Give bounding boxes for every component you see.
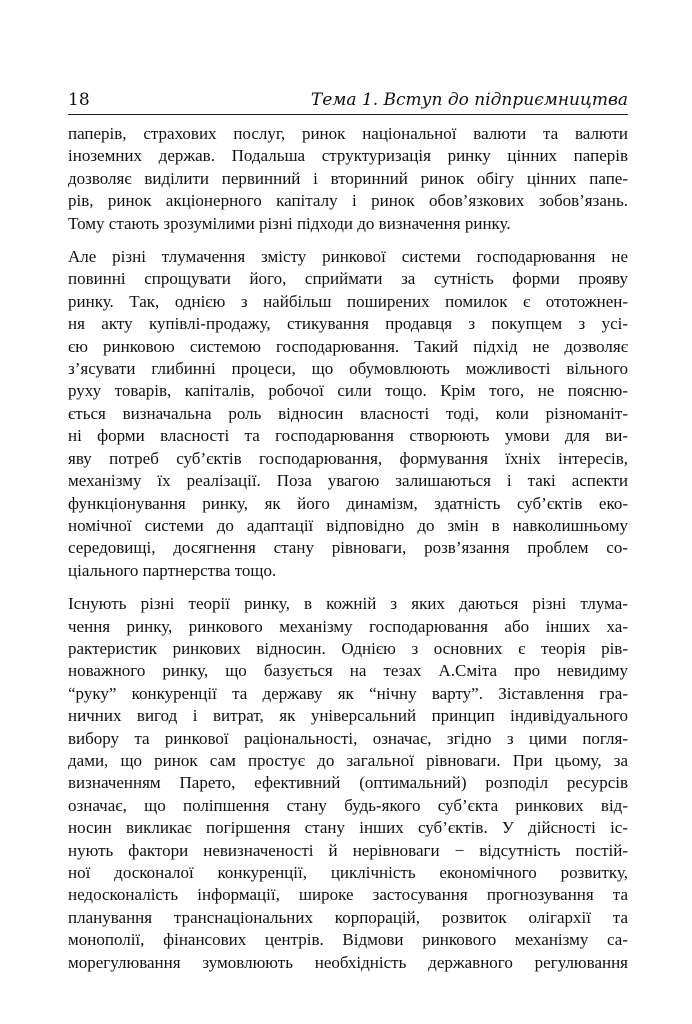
text-line: дозволяє виділити первинний і вторинний ринок обігу цінних папе- — [68, 168, 628, 188]
text-line: яву потреб суб’єктів господарювання, формування їхніх інтересів, — [68, 448, 628, 468]
text-line: визначенням Парето, ефективний (оптимальний) розподіл ресурсів — [68, 773, 628, 793]
text-line: іноземних держав. Подальша структуризація ринку цінних паперів — [68, 146, 628, 166]
text-line: механізму їх реалізації. Поза увагою залишаються і такі аспекти — [68, 471, 628, 491]
text-line: середовищі, досягнення стану рівноваги, розв’язання проблем со- — [68, 538, 628, 558]
text-line: недосконалість інформації, широке застосування прогнозування та — [68, 885, 628, 905]
text-line: монополії, фінансових центрів. Відмови ринкового механізму са- — [68, 930, 628, 950]
text-line: ринку. Так, однією з найбільш поширених помилок є ототожнен- — [68, 291, 628, 311]
paragraph — [68, 246, 628, 582]
book-page — [68, 86, 628, 985]
text-line: ної досконалої конкуренції, циклічність економічного розвитку, — [68, 863, 628, 882]
text-line: рактеристик ринкових відносин. Однією з основних є теорія рів- — [68, 638, 628, 658]
text-line: дами, що ринок сам простує до загальної рівноваги. При цьому, за — [68, 750, 628, 770]
text-line: ні форми власності та господарювання створюють умови для ви- — [68, 426, 628, 446]
text-line: нують фактори невизначеності й нерівноваги − відсутність постій- — [68, 840, 628, 860]
text-line: ється визначальна роль відносин власності тоді, коли різноманіт- — [68, 403, 628, 423]
text-line: єю ринковою системою господарювання. Такий підхід не дозволяє — [68, 336, 628, 356]
text-line: новажного ринку, що базується на тезах А.Сміта про невидиму — [68, 661, 628, 681]
text-line: функціонування ринку, як його динамізм, здатність суб’єктів еко- — [68, 493, 628, 513]
text-line: Існують різні теорії ринку, в кожній з яких даються різні тлума- — [68, 594, 628, 614]
text-line: паперів, страхових послуг, ринок національної валюти та валюти — [68, 124, 628, 143]
text-line: “руку” конкуренції та державу як “нічну варту”. Зіставлення гра- — [68, 683, 628, 703]
text-line: Тому стають зрозумілими різні підходи до визначення ринку. — [68, 213, 511, 233]
body-text — [68, 123, 628, 974]
text-line: з’ясувати глибинні процеси, що обумовлюють можливості вільного — [68, 359, 628, 379]
text-line: ня акту купівлі-продажу, стикування продавця з покупцем з усі- — [68, 314, 628, 334]
running-title: Тема 1. Вступ до підприємництва — [310, 90, 628, 110]
text-line: рів, ринок акціонерного капіталу і ринок обов’язкових зобов’язань. — [68, 191, 628, 211]
text-line: ничних вигод і витрат, як універсальний принцип індивідуального — [68, 706, 628, 726]
text-line: означає, що поліпшення стану будь-якого суб’єкта ринкових від- — [68, 795, 628, 815]
page-number: 18 — [68, 90, 90, 110]
text-line: вибору та ринкової раціональності, означає, згідно з цими погля- — [68, 728, 628, 748]
text-line: носин викликає погіршення стану інших суб’єктів. У дійсності іс- — [68, 818, 628, 838]
text-line: повинні спрощувати його, сприймати за сутність форми прояву — [68, 269, 628, 289]
text-line: планування транснаціональних корпорацій, розвиток олігархії та — [68, 907, 628, 927]
text-line: номічної системи до адаптації відповідно до змін в навколишньому — [68, 515, 628, 535]
text-line: Але різні тлумачення змісту ринкової системи господарювання не — [68, 247, 628, 267]
running-header — [68, 86, 628, 115]
paragraph — [68, 123, 628, 235]
paragraph — [68, 593, 628, 974]
text-line: ціального партнерства тощо. — [68, 560, 277, 580]
text-line: чення ринку, ринкового механізму господарювання або інших ха- — [68, 616, 628, 636]
text-line: морегулювання зумовлюють необхідність державного регулювання — [68, 952, 628, 972]
text-line: руху товарів, капіталів, робочої сили тощо. Крім того, не поясню- — [68, 381, 628, 401]
